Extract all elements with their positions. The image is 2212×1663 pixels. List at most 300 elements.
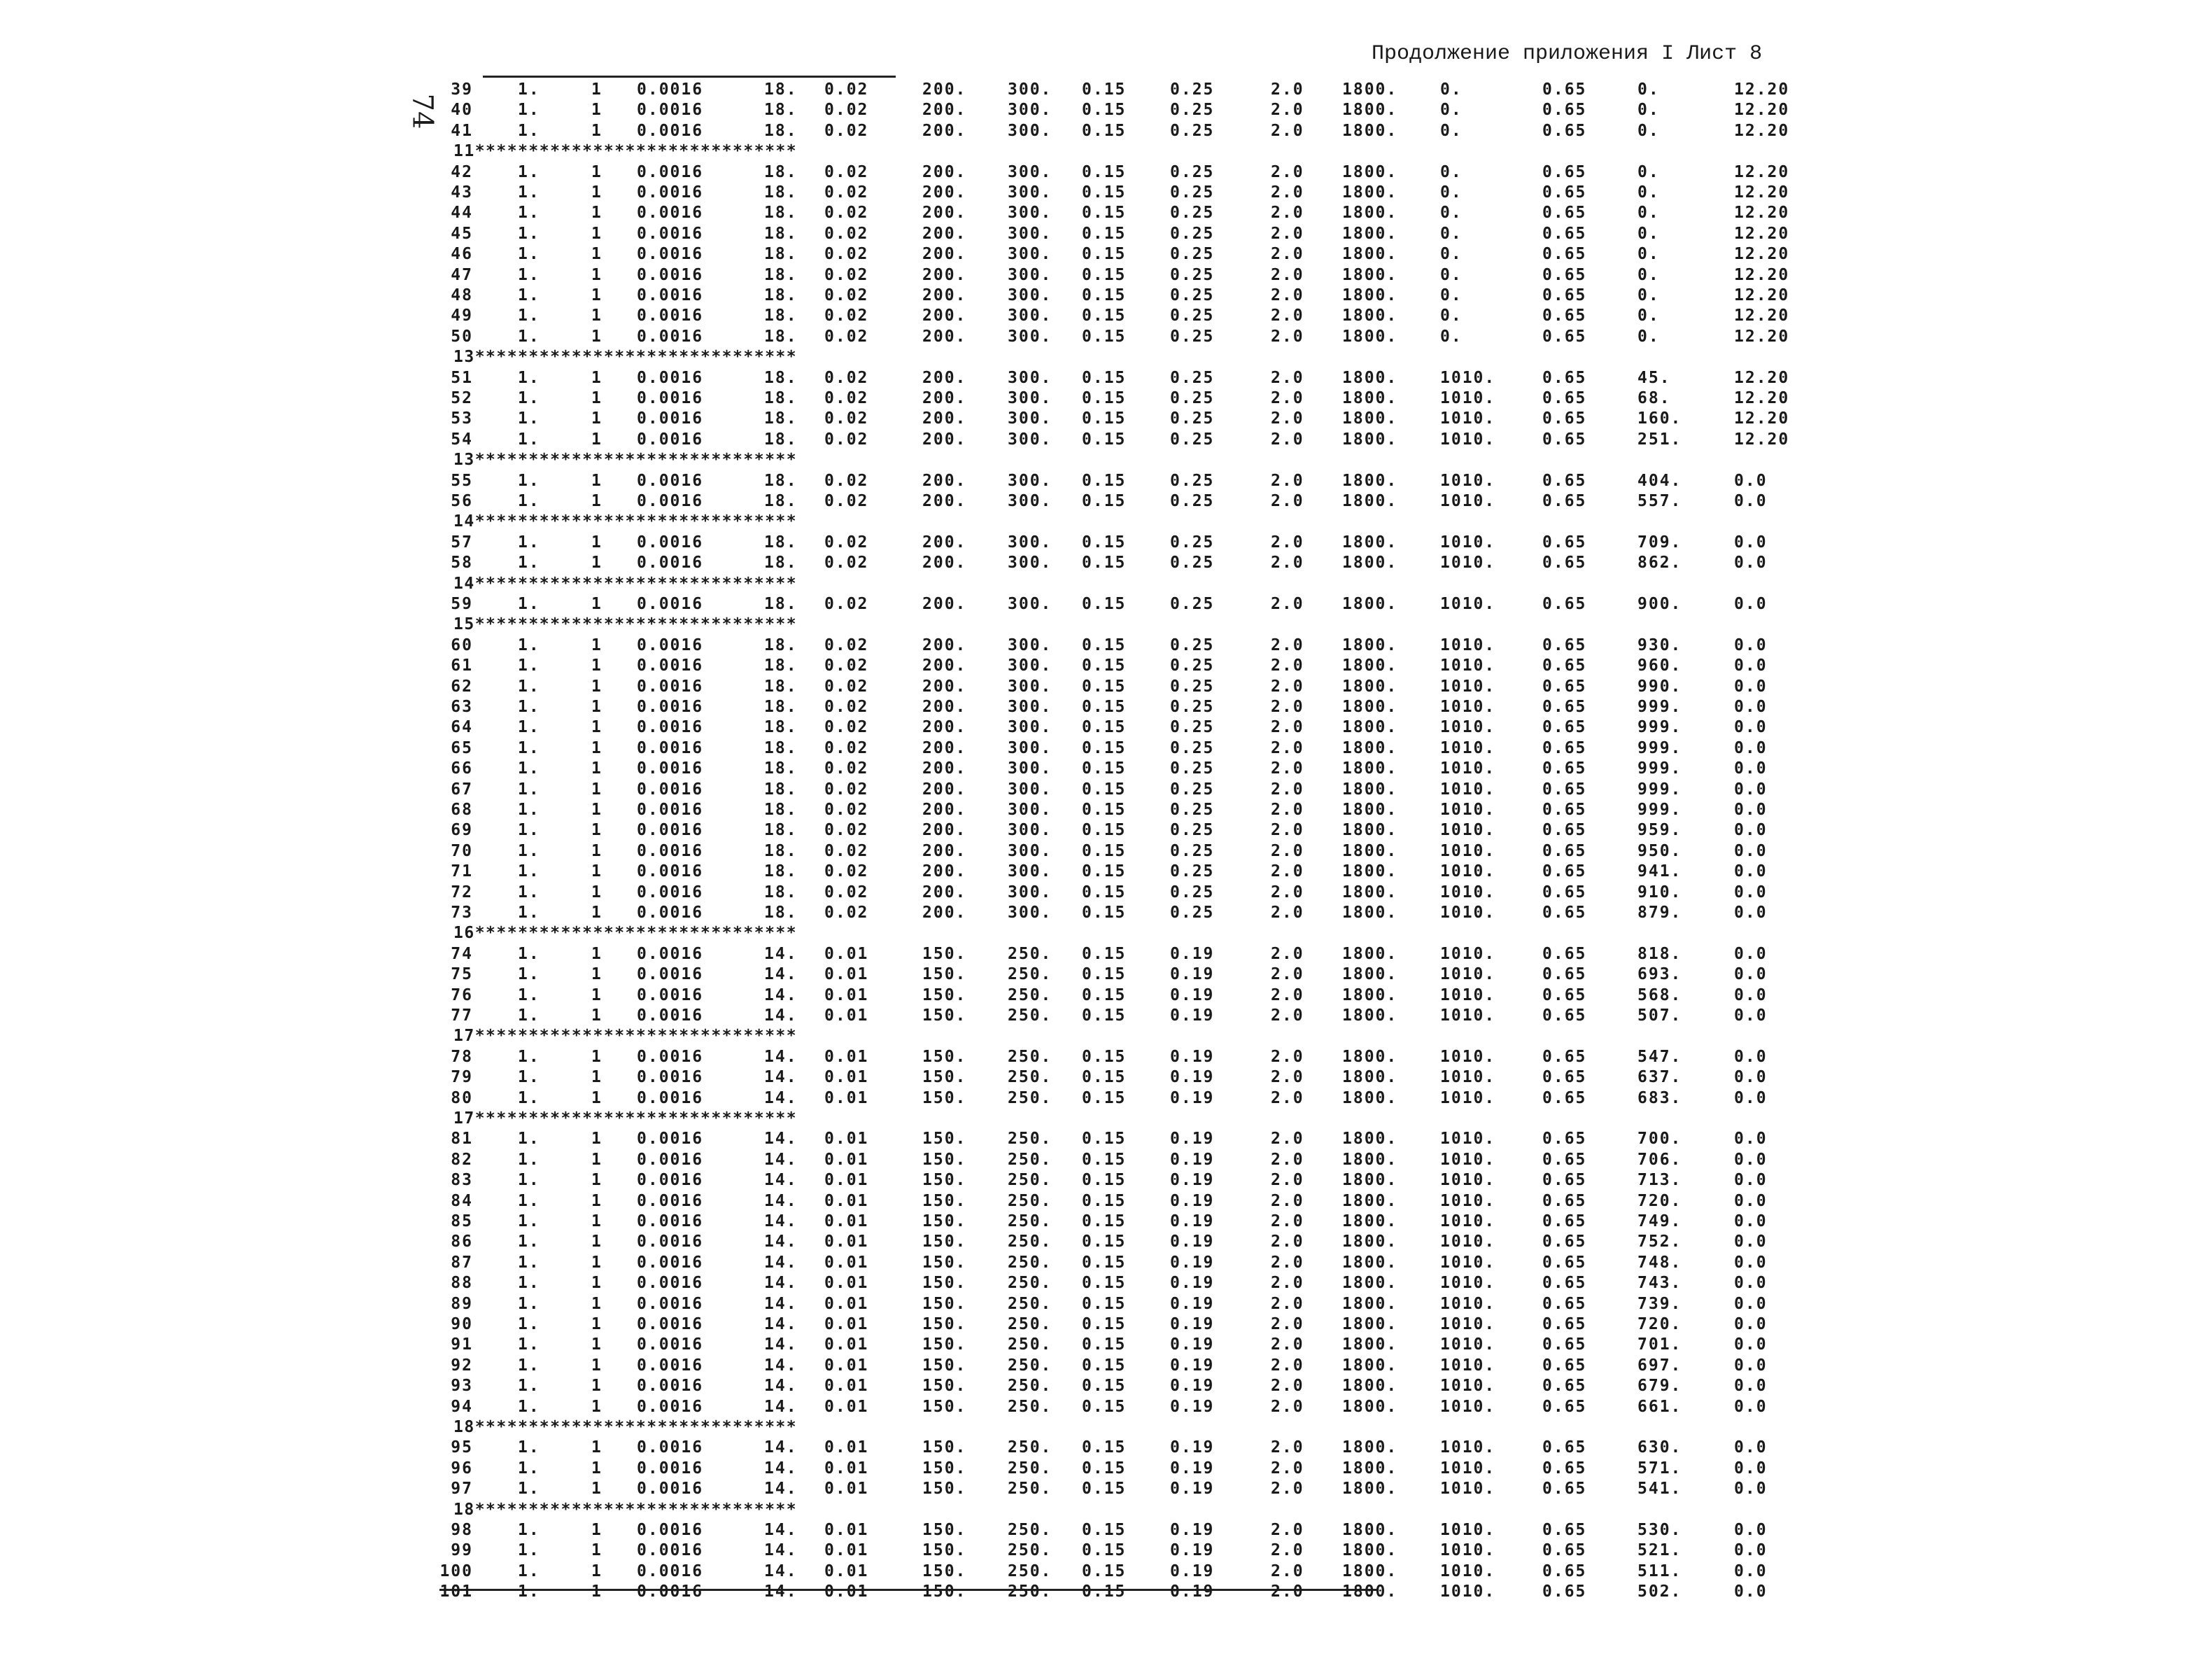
col-c: 0.0016 xyxy=(637,80,704,99)
col-i: 0.25 xyxy=(1170,595,1215,613)
col-h: 0.15 xyxy=(1082,225,1127,243)
col-m: 0.65 xyxy=(1542,657,1587,675)
col-h: 0.15 xyxy=(1082,1562,1127,1580)
col-c: 0.0016 xyxy=(637,554,704,572)
col-n: 541. xyxy=(1637,1480,1682,1498)
col-e: 0.02 xyxy=(824,266,869,284)
col-e: 0.01 xyxy=(824,1192,869,1210)
col-l: 1010. xyxy=(1440,1274,1496,1292)
col-m: 0.65 xyxy=(1542,389,1587,407)
col-g: 300. xyxy=(1008,101,1052,119)
col-b: 1 xyxy=(591,80,603,99)
col-e: 0.01 xyxy=(824,1459,869,1478)
col-m: 0.65 xyxy=(1542,965,1587,983)
col-c: 0.0016 xyxy=(637,1438,704,1457)
col-c: 0.0016 xyxy=(637,678,704,696)
col-h: 0.15 xyxy=(1082,678,1127,696)
group-separator xyxy=(0,923,1854,943)
col-o: 0.0 xyxy=(1734,821,1768,839)
col-k: 1800. xyxy=(1342,780,1398,799)
page-header: Продолжение приложения I Лист 8 xyxy=(1372,42,1763,66)
col-j: 2.0 xyxy=(1271,1335,1304,1354)
col-c: 0.0016 xyxy=(637,780,704,799)
col-k: 1800. xyxy=(1342,759,1398,778)
col-n: 720. xyxy=(1637,1315,1682,1333)
col-l: 1010. xyxy=(1440,1089,1496,1107)
col-i: 0.19 xyxy=(1170,1459,1215,1478)
col-f: 150. xyxy=(922,986,967,1004)
col-d: 14. xyxy=(764,1233,798,1251)
col-o: 12.20 xyxy=(1734,183,1790,202)
col-c: 0.0016 xyxy=(637,801,704,819)
col-index: 85 xyxy=(451,1212,473,1230)
col-i: 0.25 xyxy=(1170,862,1215,880)
col-d: 14. xyxy=(764,1356,798,1375)
col-o: 0.0 xyxy=(1734,1541,1768,1559)
col-i: 0.25 xyxy=(1170,225,1215,243)
col-f: 200. xyxy=(922,204,967,222)
col-a: 1. xyxy=(518,1562,540,1580)
col-g: 300. xyxy=(1008,801,1052,819)
col-m: 0.65 xyxy=(1542,1562,1587,1580)
col-g: 250. xyxy=(1008,965,1052,983)
col-f: 200. xyxy=(922,739,967,757)
col-l: 1010. xyxy=(1440,1398,1496,1416)
col-j: 2.0 xyxy=(1271,657,1304,675)
col-h: 0.15 xyxy=(1082,409,1127,428)
col-index: 41 xyxy=(451,122,473,140)
col-i: 0.25 xyxy=(1170,821,1215,839)
col-index: 88 xyxy=(451,1274,473,1292)
col-g: 300. xyxy=(1008,554,1052,572)
col-c: 0.0016 xyxy=(637,492,704,510)
col-m: 0.65 xyxy=(1542,595,1587,613)
col-g: 300. xyxy=(1008,409,1052,428)
col-h: 0.15 xyxy=(1082,986,1127,1004)
col-e: 0.01 xyxy=(824,1438,869,1457)
table-row xyxy=(0,1438,1854,1457)
col-b: 1 xyxy=(591,636,603,654)
col-b: 1 xyxy=(591,1212,603,1230)
col-d: 14. xyxy=(764,1274,798,1292)
col-j: 2.0 xyxy=(1271,1089,1304,1107)
col-c: 0.0016 xyxy=(637,1398,704,1416)
col-d: 18. xyxy=(764,266,798,284)
col-o: 12.20 xyxy=(1734,245,1790,263)
col-n: 999. xyxy=(1637,739,1682,757)
col-b: 1 xyxy=(591,1171,603,1189)
col-a: 1. xyxy=(518,1254,540,1272)
col-a: 1. xyxy=(518,1583,540,1601)
col-g: 250. xyxy=(1008,1521,1052,1539)
col-b: 1 xyxy=(591,533,603,552)
col-o: 12.20 xyxy=(1734,163,1790,181)
col-a: 1. xyxy=(518,1171,540,1189)
col-c: 0.0016 xyxy=(637,636,704,654)
col-j: 2.0 xyxy=(1271,266,1304,284)
col-a: 1. xyxy=(518,204,540,222)
col-n: 862. xyxy=(1637,554,1682,572)
col-k: 1800. xyxy=(1342,904,1398,922)
col-e: 0.02 xyxy=(824,739,869,757)
table-row xyxy=(0,903,1854,922)
col-c: 0.0016 xyxy=(637,430,704,449)
col-h: 0.15 xyxy=(1082,389,1127,407)
col-o: 12.20 xyxy=(1734,307,1790,325)
col-k: 1800. xyxy=(1342,409,1398,428)
col-b: 1 xyxy=(591,595,603,613)
col-a: 1. xyxy=(518,657,540,675)
col-l: 1010. xyxy=(1440,801,1496,819)
col-f: 200. xyxy=(922,657,967,675)
col-k: 1800. xyxy=(1342,307,1398,325)
col-j: 2.0 xyxy=(1271,965,1304,983)
col-k: 1800. xyxy=(1342,1377,1398,1395)
col-e: 0.01 xyxy=(824,1562,869,1580)
col-o: 0.0 xyxy=(1734,678,1768,696)
table-row xyxy=(0,471,1854,491)
col-l: 1010. xyxy=(1440,430,1496,449)
col-n: 683. xyxy=(1637,1089,1682,1107)
col-e: 0.02 xyxy=(824,122,869,140)
col-d: 14. xyxy=(764,1583,798,1601)
col-a: 1. xyxy=(518,698,540,716)
table-row xyxy=(0,1253,1854,1272)
col-c: 0.0016 xyxy=(637,533,704,552)
col-h: 0.15 xyxy=(1082,1356,1127,1375)
col-g: 300. xyxy=(1008,204,1052,222)
col-j: 2.0 xyxy=(1271,1254,1304,1272)
col-a: 1. xyxy=(518,1398,540,1416)
col-h: 0.15 xyxy=(1082,1089,1127,1107)
table-row xyxy=(0,1088,1854,1108)
col-o: 0.0 xyxy=(1734,657,1768,675)
col-n: 941. xyxy=(1637,862,1682,880)
col-e: 0.01 xyxy=(824,1398,869,1416)
col-j: 2.0 xyxy=(1271,1212,1304,1230)
col-h: 0.15 xyxy=(1082,862,1127,880)
table-row xyxy=(0,594,1854,614)
col-a: 1. xyxy=(518,759,540,778)
col-i: 0.25 xyxy=(1170,678,1215,696)
table-row xyxy=(0,409,1854,428)
col-j: 2.0 xyxy=(1271,904,1304,922)
col-e: 0.02 xyxy=(824,862,869,880)
col-n: 0. xyxy=(1637,122,1660,140)
col-n: 571. xyxy=(1637,1459,1682,1478)
col-k: 1800. xyxy=(1342,1192,1398,1210)
col-i: 0.19 xyxy=(1170,1295,1215,1313)
table-row xyxy=(0,162,1854,182)
col-m: 0.65 xyxy=(1542,739,1587,757)
col-f: 200. xyxy=(922,842,967,860)
col-l: 0. xyxy=(1440,307,1463,325)
col-e: 0.01 xyxy=(824,986,869,1004)
col-h: 0.15 xyxy=(1082,718,1127,736)
col-b: 1 xyxy=(591,801,603,819)
col-b: 1 xyxy=(591,183,603,202)
col-l: 1010. xyxy=(1440,1233,1496,1251)
col-c: 0.0016 xyxy=(637,369,704,387)
col-c: 0.0016 xyxy=(637,389,704,407)
col-l: 0. xyxy=(1440,245,1463,263)
col-f: 150. xyxy=(922,1398,967,1416)
col-e: 0.01 xyxy=(824,1295,869,1313)
col-g: 250. xyxy=(1008,1151,1052,1169)
col-a: 1. xyxy=(518,1274,540,1292)
col-k: 1800. xyxy=(1342,1438,1398,1457)
col-i: 0.25 xyxy=(1170,739,1215,757)
col-g: 300. xyxy=(1008,759,1052,778)
col-n: 713. xyxy=(1637,1171,1682,1189)
col-o: 0.0 xyxy=(1734,904,1768,922)
col-n: 530. xyxy=(1637,1521,1682,1539)
col-d: 18. xyxy=(764,636,798,654)
col-e: 0.02 xyxy=(824,801,869,819)
col-l: 1010. xyxy=(1440,657,1496,675)
table-row xyxy=(0,1047,1854,1067)
col-n: 0. xyxy=(1637,286,1660,304)
col-i: 0.19 xyxy=(1170,945,1215,963)
col-h: 0.15 xyxy=(1082,945,1127,963)
table-row xyxy=(0,224,1854,244)
table-row xyxy=(0,636,1854,655)
col-c: 0.0016 xyxy=(637,718,704,736)
col-a: 1. xyxy=(518,1356,540,1375)
col-i: 0.19 xyxy=(1170,986,1215,1004)
group-separator xyxy=(0,574,1854,594)
col-g: 300. xyxy=(1008,842,1052,860)
col-i: 0.19 xyxy=(1170,1151,1215,1169)
col-d: 18. xyxy=(764,533,798,552)
col-h: 0.15 xyxy=(1082,101,1127,119)
col-o: 12.20 xyxy=(1734,409,1790,428)
col-g: 300. xyxy=(1008,183,1052,202)
col-n: 720. xyxy=(1637,1192,1682,1210)
col-b: 1 xyxy=(591,1315,603,1333)
col-e: 0.02 xyxy=(824,204,869,222)
col-o: 12.20 xyxy=(1734,266,1790,284)
col-index: 90 xyxy=(451,1315,473,1333)
col-k: 1800. xyxy=(1342,286,1398,304)
col-b: 1 xyxy=(591,409,603,428)
col-l: 0. xyxy=(1440,225,1463,243)
col-a: 1. xyxy=(518,492,540,510)
col-i: 0.19 xyxy=(1170,965,1215,983)
col-l: 0. xyxy=(1440,183,1463,202)
col-f: 150. xyxy=(922,1254,967,1272)
col-i: 0.25 xyxy=(1170,533,1215,552)
col-j: 2.0 xyxy=(1271,307,1304,325)
col-d: 18. xyxy=(764,389,798,407)
col-c: 0.0016 xyxy=(637,842,704,860)
col-k: 1800. xyxy=(1342,862,1398,880)
col-k: 1800. xyxy=(1342,1459,1398,1478)
col-a: 1. xyxy=(518,409,540,428)
col-d: 18. xyxy=(764,204,798,222)
col-f: 200. xyxy=(922,821,967,839)
col-o: 0.0 xyxy=(1734,636,1768,654)
col-h: 0.15 xyxy=(1082,842,1127,860)
col-h: 0.15 xyxy=(1082,430,1127,449)
table-row xyxy=(0,820,1854,840)
col-o: 12.20 xyxy=(1734,328,1790,346)
col-n: 748. xyxy=(1637,1254,1682,1272)
col-g: 300. xyxy=(1008,80,1052,99)
col-k: 1800. xyxy=(1342,698,1398,716)
col-i: 0.25 xyxy=(1170,286,1215,304)
col-i: 0.25 xyxy=(1170,657,1215,675)
col-m: 0.65 xyxy=(1542,409,1587,428)
col-d: 14. xyxy=(764,1171,798,1189)
col-f: 150. xyxy=(922,1356,967,1375)
col-e: 0.02 xyxy=(824,759,869,778)
col-a: 1. xyxy=(518,1048,540,1066)
col-c: 0.0016 xyxy=(637,1048,704,1066)
col-a: 1. xyxy=(518,678,540,696)
col-l: 1010. xyxy=(1440,389,1496,407)
col-d: 14. xyxy=(764,1398,798,1416)
col-f: 150. xyxy=(922,1233,967,1251)
col-index: 75 xyxy=(451,965,473,983)
col-l: 1010. xyxy=(1440,1006,1496,1025)
table-row xyxy=(0,1520,1854,1540)
col-d: 18. xyxy=(764,862,798,880)
table-row xyxy=(0,656,1854,675)
col-o: 0.0 xyxy=(1734,1295,1768,1313)
col-k: 1800. xyxy=(1342,1233,1398,1251)
col-a: 1. xyxy=(518,986,540,1004)
col-f: 150. xyxy=(922,1377,967,1395)
col-e: 0.02 xyxy=(824,163,869,181)
col-h: 0.15 xyxy=(1082,183,1127,202)
col-n: 0. xyxy=(1637,266,1660,284)
col-i: 0.19 xyxy=(1170,1130,1215,1148)
col-b: 1 xyxy=(591,1254,603,1272)
col-f: 200. xyxy=(922,101,967,119)
col-d: 18. xyxy=(764,430,798,449)
col-g: 300. xyxy=(1008,430,1052,449)
col-k: 1800. xyxy=(1342,1171,1398,1189)
col-k: 1800. xyxy=(1342,1130,1398,1148)
col-m: 0.65 xyxy=(1542,1130,1587,1148)
col-d: 14. xyxy=(764,1377,798,1395)
col-j: 2.0 xyxy=(1271,430,1304,449)
col-a: 1. xyxy=(518,780,540,799)
col-g: 250. xyxy=(1008,1377,1052,1395)
col-m: 0.65 xyxy=(1542,780,1587,799)
col-b: 1 xyxy=(591,101,603,119)
col-m: 0.65 xyxy=(1542,1151,1587,1169)
col-h: 0.15 xyxy=(1082,759,1127,778)
col-g: 250. xyxy=(1008,1583,1052,1601)
col-j: 2.0 xyxy=(1271,1377,1304,1395)
table-row xyxy=(0,1273,1854,1293)
col-l: 0. xyxy=(1440,122,1463,140)
col-h: 0.15 xyxy=(1082,1068,1127,1086)
table-row xyxy=(0,717,1854,737)
col-f: 150. xyxy=(922,1315,967,1333)
col-n: 709. xyxy=(1637,533,1682,552)
col-c: 0.0016 xyxy=(637,1335,704,1354)
table-row xyxy=(0,1314,1854,1334)
col-f: 150. xyxy=(922,1521,967,1539)
col-k: 1800. xyxy=(1342,1151,1398,1169)
table-row xyxy=(0,553,1854,573)
col-h: 0.15 xyxy=(1082,636,1127,654)
col-k: 1800. xyxy=(1342,657,1398,675)
col-index: 71 xyxy=(451,862,473,880)
col-l: 1010. xyxy=(1440,862,1496,880)
col-l: 1010. xyxy=(1440,945,1496,963)
col-n: 818. xyxy=(1637,945,1682,963)
col-index: 81 xyxy=(451,1130,473,1148)
col-m: 0.65 xyxy=(1542,678,1587,696)
group-separator xyxy=(0,1417,1854,1437)
col-k: 1800. xyxy=(1342,1295,1398,1313)
col-k: 1800. xyxy=(1342,389,1398,407)
col-index: 73 xyxy=(451,904,473,922)
group-separator xyxy=(0,450,1854,470)
col-k: 1800. xyxy=(1342,965,1398,983)
col-index: 53 xyxy=(451,409,473,428)
table-row xyxy=(0,388,1854,408)
col-k: 1800. xyxy=(1342,1048,1398,1066)
col-m: 0.65 xyxy=(1542,1171,1587,1189)
col-k: 1800. xyxy=(1342,163,1398,181)
col-j: 2.0 xyxy=(1271,1048,1304,1066)
col-l: 1010. xyxy=(1440,1459,1496,1478)
col-o: 0.0 xyxy=(1734,1356,1768,1375)
col-n: 45. xyxy=(1637,369,1671,387)
table-row xyxy=(0,677,1854,696)
col-j: 2.0 xyxy=(1271,678,1304,696)
col-e: 0.02 xyxy=(824,328,869,346)
col-m: 0.65 xyxy=(1542,328,1587,346)
col-i: 0.19 xyxy=(1170,1521,1215,1539)
col-k: 1800. xyxy=(1342,430,1398,449)
col-i: 0.25 xyxy=(1170,718,1215,736)
col-m: 0.65 xyxy=(1542,1541,1587,1559)
group-separator xyxy=(0,1026,1854,1046)
col-c: 0.0016 xyxy=(637,1151,704,1169)
col-o: 0.0 xyxy=(1734,1151,1768,1169)
col-index: 45 xyxy=(451,225,473,243)
col-j: 2.0 xyxy=(1271,759,1304,778)
col-j: 2.0 xyxy=(1271,389,1304,407)
col-f: 200. xyxy=(922,225,967,243)
col-g: 300. xyxy=(1008,389,1052,407)
col-m: 0.65 xyxy=(1542,1274,1587,1292)
col-f: 200. xyxy=(922,286,967,304)
col-b: 1 xyxy=(591,904,603,922)
table-row xyxy=(0,368,1854,388)
col-h: 0.15 xyxy=(1082,307,1127,325)
separator-text: 11****************************** xyxy=(453,142,798,160)
col-a: 1. xyxy=(518,328,540,346)
col-g: 250. xyxy=(1008,1068,1052,1086)
col-n: 701. xyxy=(1637,1335,1682,1354)
col-i: 0.19 xyxy=(1170,1068,1215,1086)
col-e: 0.01 xyxy=(824,1541,869,1559)
col-index: 101 xyxy=(439,1583,473,1601)
col-g: 300. xyxy=(1008,698,1052,716)
col-k: 1800. xyxy=(1342,122,1398,140)
col-k: 1800. xyxy=(1342,1398,1398,1416)
table-row xyxy=(0,964,1854,984)
col-index: 95 xyxy=(451,1438,473,1457)
col-f: 150. xyxy=(922,1192,967,1210)
